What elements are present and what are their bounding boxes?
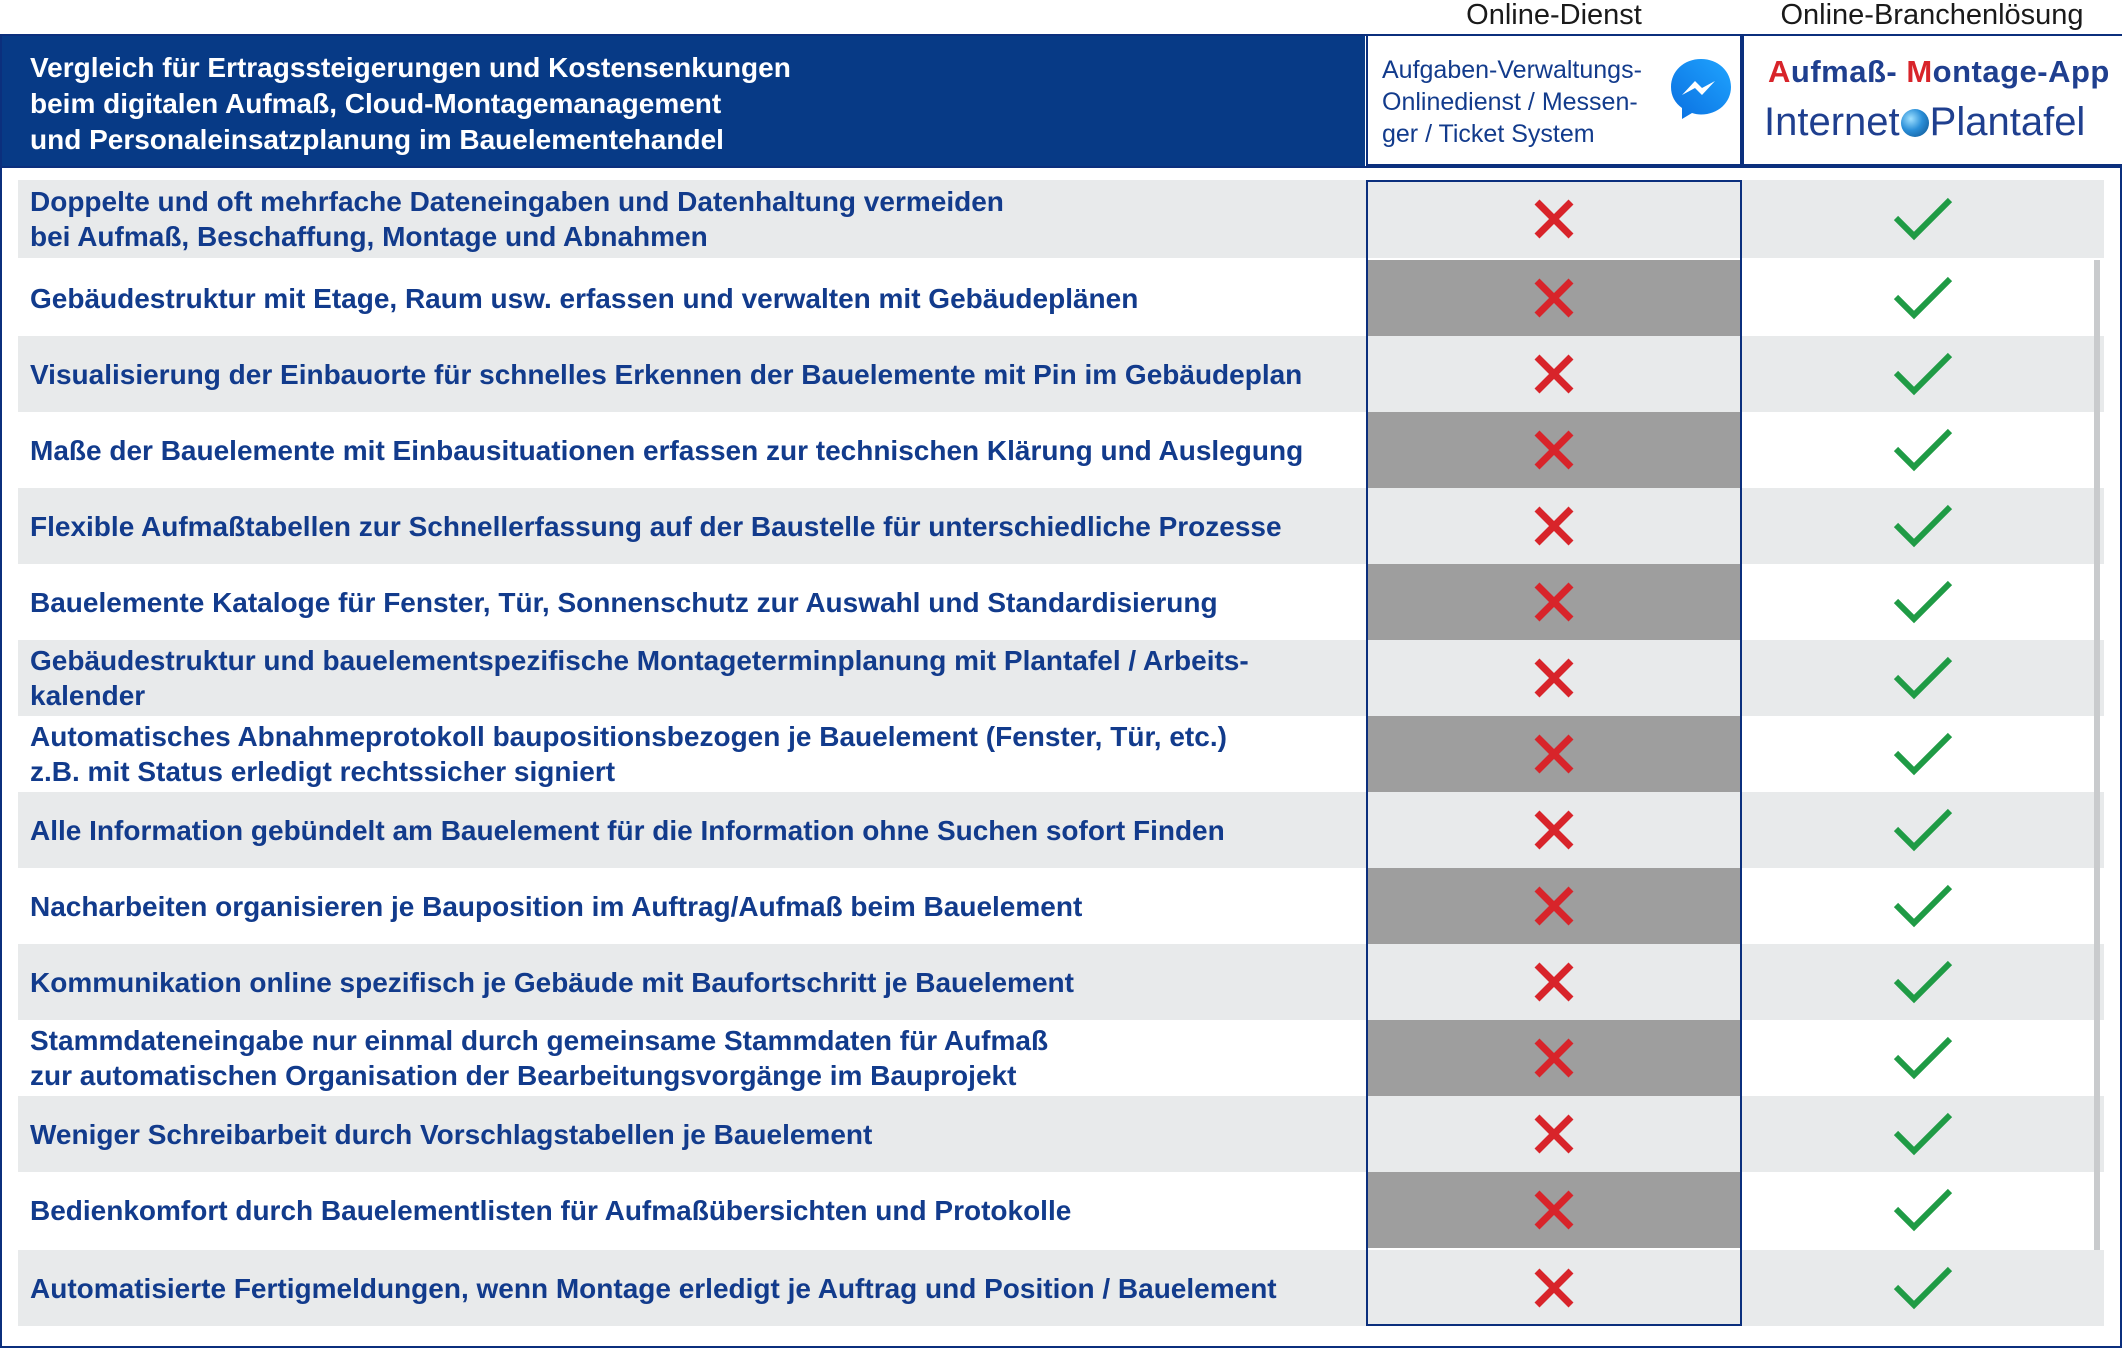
cross-icon: [1529, 349, 1579, 399]
online-service-cell: [1366, 792, 1742, 868]
cross-icon: [1529, 957, 1579, 1007]
title-line: Vergleich für Ertragssteigerungen und Kostensenkungen: [30, 52, 791, 83]
cross-icon: [1529, 729, 1579, 779]
feature-text: Doppelte und oft mehrfache Dateneingaben und Datenhaltung vermeiden: [30, 186, 1004, 217]
check-icon: [1892, 577, 1954, 627]
industry-solution-cell: [1742, 1250, 2104, 1326]
table-row: [18, 640, 2104, 716]
brand-part2: ontage-App: [1932, 54, 2110, 89]
feature-text: Alle Information gebündelt am Bauelement für die Information ohne Suchen sofort Finden: [30, 814, 1225, 846]
feature-label: [18, 412, 1366, 488]
online-service-cell: [1366, 716, 1742, 792]
feature-text: Nacharbeiten organisieren je Bauposition im Auftrag/Aufmaß beim Bauelement: [30, 890, 1083, 922]
check-icon: [1892, 653, 1954, 703]
table-row: [18, 180, 2104, 258]
header-divider: [2, 166, 2122, 168]
industry-solution-cell: [1742, 564, 2104, 640]
feature-text: Bauelemente Kataloge für Fenster, Tür, Sonnenschutz zur Auswahl und Standardisierung: [30, 586, 1218, 618]
cross-icon: [1529, 1109, 1579, 1159]
title-line: und Personaleinsatzplanung im Bauelementehandel: [30, 124, 724, 155]
online-service-cell: [1366, 180, 1742, 258]
cross-icon: [1529, 1185, 1579, 1235]
globe-icon: [1901, 109, 1929, 137]
cross-icon: [1529, 805, 1579, 855]
industry-solution-cell: [1742, 716, 2104, 792]
feature-label: [18, 1096, 1366, 1172]
online-service-cell: [1366, 412, 1742, 488]
check-icon: [1892, 1033, 1954, 1083]
check-icon: [1892, 194, 1954, 244]
industry-solution-cell: [1742, 944, 2104, 1020]
industry-solution-cell: [1742, 640, 2104, 716]
industry-solution-cell: [1742, 868, 2104, 944]
messenger-icon: [1668, 56, 1734, 122]
check-icon: [1892, 349, 1954, 399]
feature-text: bei Aufmaß, Beschaffung, Montage und Abnahmen: [30, 221, 708, 252]
feature-label: [18, 1172, 1366, 1248]
check-icon: [1892, 881, 1954, 931]
feature-text: Gebäudestruktur mit Etage, Raum usw. erfassen und verwalten mit Gebäudeplänen: [30, 282, 1139, 314]
feature-label: [18, 1020, 1366, 1096]
table-row: [18, 336, 2104, 412]
online-service-line: Onlinedienst / Messen-: [1382, 88, 1638, 116]
industry-solution-cell: [1742, 1096, 2104, 1172]
brand-plantafel: Plantafel: [1929, 100, 2086, 144]
feature-label: [18, 640, 1366, 716]
table-row: [18, 716, 2104, 792]
feature-text: zur automatischen Organisation der Bearbeitungsvorgänge im Bauprojekt: [30, 1060, 1017, 1091]
feature-label: [18, 868, 1366, 944]
industry-solution-cell: [1742, 412, 2104, 488]
feature-label: [18, 336, 1366, 412]
online-service-line: ger / Ticket System: [1382, 120, 1595, 148]
check-icon: [1892, 957, 1954, 1007]
brand-m-letter: M: [1906, 54, 1933, 89]
online-service-cell: [1366, 1096, 1742, 1172]
table-row: [18, 1172, 2104, 1248]
cross-icon: [1529, 194, 1579, 244]
online-service-cell: [1366, 1250, 1742, 1326]
table-row: [18, 868, 2104, 944]
brand-app-name: [1768, 54, 2110, 90]
brand-logo-text: [1764, 100, 2085, 145]
cross-icon: [1529, 1033, 1579, 1083]
feature-label: [18, 564, 1366, 640]
brand-a-letter: A: [1768, 54, 1791, 89]
feature-text: Automatisierte Fertigmeldungen, wenn Montage erledigt je Auftrag und Position / Bauelement: [30, 1272, 1277, 1304]
table-row: [18, 1020, 2104, 1096]
industry-solution-cell: [1742, 792, 2104, 868]
cross-icon: [1529, 577, 1579, 627]
industry-solution-cell: [1742, 336, 2104, 412]
table-row: [18, 1096, 2104, 1172]
online-service-header: [1366, 36, 1742, 166]
online-service-cell: [1366, 868, 1742, 944]
check-icon: [1892, 805, 1954, 855]
check-icon: [1892, 425, 1954, 475]
feature-text: Flexible Aufmaßtabellen zur Schnellerfassung auf der Baustelle für unterschiedliche Prozesse: [30, 510, 1282, 542]
check-icon: [1892, 1263, 1954, 1313]
table-row: [18, 944, 2104, 1020]
online-service-cell: [1366, 488, 1742, 564]
feature-label: [18, 180, 1366, 258]
online-service-description: [1382, 54, 1642, 150]
industry-solution-header: [1742, 36, 2122, 166]
brand-part1: ufmaß-: [1790, 54, 1907, 89]
cross-icon: [1529, 273, 1579, 323]
scrollbar[interactable]: [2094, 260, 2100, 1250]
table-row: [18, 412, 2104, 488]
industry-solution-cell: [1742, 1172, 2104, 1248]
feature-text: z.B. mit Status erledigt rechtssicher signiert: [30, 756, 616, 787]
brand-internet: Internet: [1764, 100, 1900, 144]
check-icon: [1892, 501, 1954, 551]
feature-label: [18, 260, 1366, 336]
feature-text: Automatisches Abnahmeprotokoll baupositionsbezogen je Bauelement (Fenster, Tür, etc.): [30, 721, 1227, 752]
table-row: [18, 564, 2104, 640]
online-service-cell: [1366, 1172, 1742, 1248]
table-row: [18, 792, 2104, 868]
online-service-cell: [1366, 640, 1742, 716]
industry-solution-cell: [1742, 1020, 2104, 1096]
industry-solution-cell: [1742, 180, 2104, 258]
check-icon: [1892, 1185, 1954, 1235]
industry-solution-cell: [1742, 260, 2104, 336]
check-icon: [1892, 1109, 1954, 1159]
table-row: [18, 488, 2104, 564]
online-service-cell: [1366, 260, 1742, 336]
feature-label: [18, 792, 1366, 868]
online-service-cell: [1366, 944, 1742, 1020]
feature-label: [18, 488, 1366, 564]
feature-text: Visualisierung der Einbauorte für schnelles Erkennen der Bauelemente mit Pin im Gebäudeplan: [30, 358, 1303, 390]
industry-solution-cell: [1742, 488, 2104, 564]
feature-label: [18, 1250, 1366, 1326]
check-icon: [1892, 273, 1954, 323]
feature-text: Stammdateneingabe nur einmal durch gemeinsame Stammdaten für Aufmaß: [30, 1025, 1049, 1056]
table-row: [18, 260, 2104, 336]
cross-icon: [1529, 501, 1579, 551]
check-icon: [1892, 729, 1954, 779]
online-service-caption: Online-Dienst: [1466, 0, 1642, 31]
comparison-title: [2, 36, 1365, 166]
feature-text: Kommunikation online spezifisch je Gebäude mit Baufortschritt je Bauelement: [30, 966, 1074, 998]
feature-label: [18, 944, 1366, 1020]
industry-solution-caption: Online-Branchenlösung: [1780, 0, 2084, 31]
table-row: [18, 1250, 2104, 1326]
feature-text: Weniger Schreibarbeit durch Vorschlagstabellen je Bauelement: [30, 1118, 873, 1150]
feature-text: Gebäudestruktur und bauelementspezifische Montageterminplanung mit Plantafel / Arbeits-: [30, 645, 1249, 676]
online-service-cell: [1366, 564, 1742, 640]
cross-icon: [1529, 653, 1579, 703]
feature-text: Maße der Bauelemente mit Einbausituationen erfassen zur technischen Klärung und Auslegung: [30, 434, 1304, 466]
feature-label: [18, 716, 1366, 792]
feature-text: Bedienkomfort durch Bauelementlisten für Aufmaßübersichten und Protokolle: [30, 1194, 1072, 1226]
cross-icon: [1529, 881, 1579, 931]
online-service-line: Aufgaben-Verwaltungs-: [1382, 56, 1642, 84]
cross-icon: [1529, 425, 1579, 475]
title-line: beim digitalen Aufmaß, Cloud-Montagemanagement: [30, 88, 722, 119]
online-service-cell: [1366, 336, 1742, 412]
feature-text: kalender: [30, 680, 146, 711]
online-service-cell: [1366, 1020, 1742, 1096]
cross-icon: [1529, 1263, 1579, 1313]
